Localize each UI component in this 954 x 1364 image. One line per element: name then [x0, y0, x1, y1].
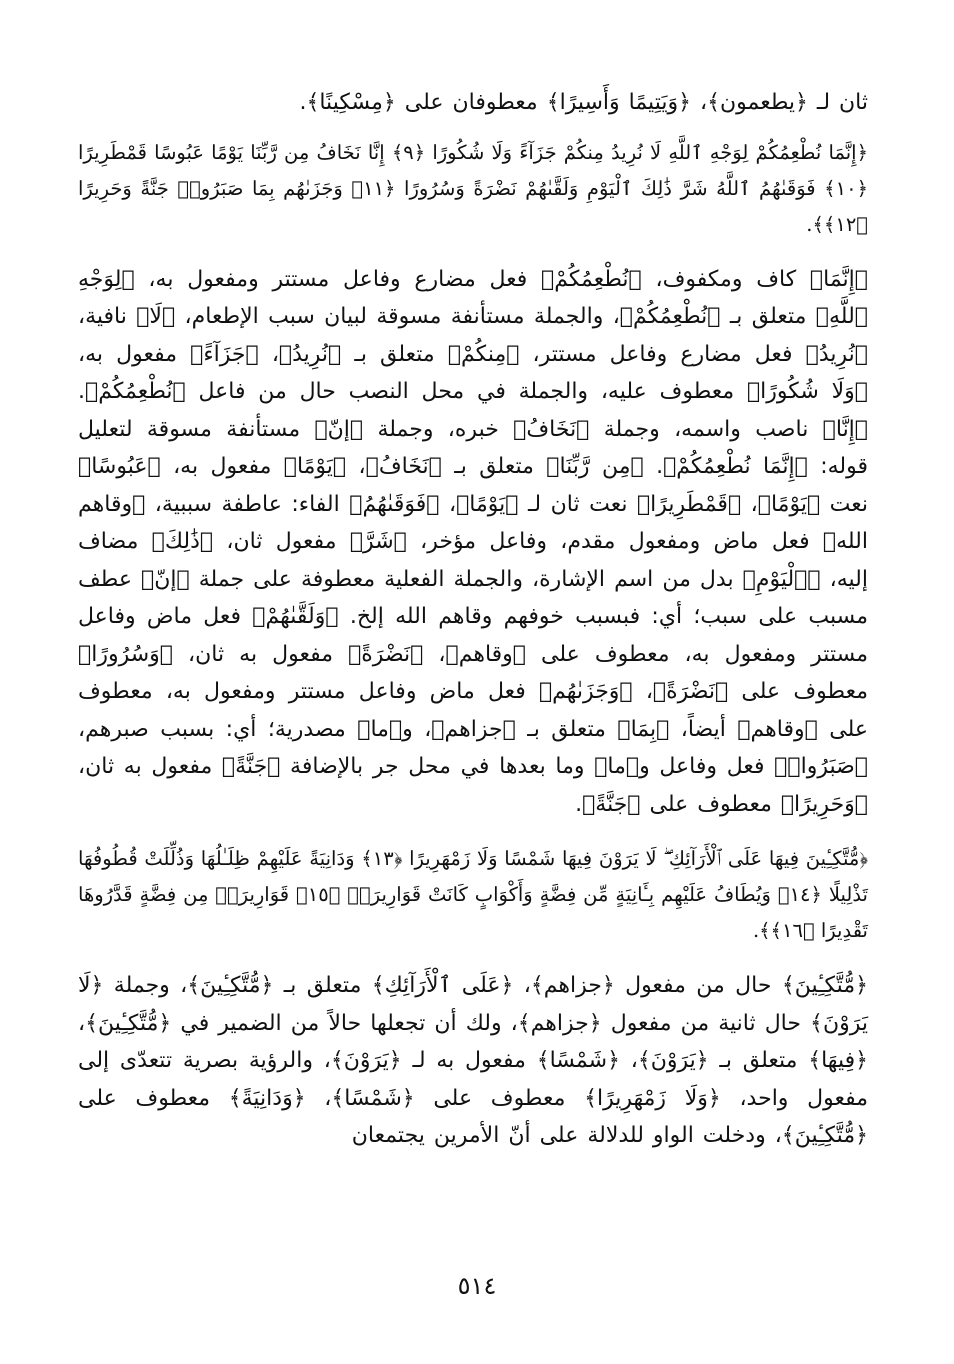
quran-verse-block-9-12: ﴿إِنَّمَا نُطْعِمُكُمْ لِوَجْهِ ٱللَّهِ لَا نُرِيدُ مِنكُمْ جَزَآءً وَلَا شُكُورًا ﴿٩﴾ إِنَّا نَخَافُ مِن رَّبِّنَا يَوْمًا عَبُوسًا قَمْطَرِيرًا ﴿١٠﴾ فَوَقَىٰهُمُ ٱللَّهُ شَرَّ ذَٰلِكَ ٱلْيَوْمِ وَلَقَّىٰهُمْ نَضْرَةً وَسُرُورًا ﴿١١﴾ وَجَزَىٰهُم بِمَا صَبَرُوا۟ جَنَّةً وَحَرِيرًا ﴿١٢﴾﴾. — [78, 140, 868, 236]
page-number: ٥١٤ — [457, 1272, 497, 1300]
spacer — [78, 122, 868, 135]
document-page — [78, 78, 868, 1308]
spacer — [78, 243, 868, 261]
grammatical-commentary-block-2: ﴿مُّتَّكِـِٔينَ﴾ حال من مفعول ﴿جزاهم﴾، ﴿عَلَى ٱلْأَرَآئِكِ﴾ متعلق بـ ﴿مُّتَّكِـِٔينَ﴾، وجملة ﴿لَا يَرَوْنَ﴾ حال ثانية من مفعول ﴿جزاهم﴾، ولك أن تجعلها حالاً من الضمير في ﴿مُّتَّكِـِٔينَ﴾، ﴿فِيهَا﴾ متعلق بـ ﴿يَرَوْنَ﴾، ﴿شَمْسًا﴾ مفعول به لـ ﴿يَرَوْنَ﴾، والرؤية بصرية تتعدّى إلى مفعول واحد، ﴿وَلَا زَمْهَرِيرًا﴾ معطوف على ﴿شَمْسًا﴾، ﴿وَدَانِيَةً﴾ معطوف على ﴿مُّتَّكِـِٔينَ﴾، ودخلت الواو للدلالة على أنّ الأمرين يجتمعان — [78, 973, 868, 1148]
grammatical-commentary-block-1: ﴿إِنَّمَا﴾ كاف ومكفوف، ﴿نُطْعِمُكُمْ﴾ فعل مضارع وفاعل مستتر ومفعول به، ﴿لِوَجْهِ ٱللَّهِ﴾ متعلق بـ ﴿نُطْعِمُكُمْ﴾، والجملة مستأنفة مسوقة لبيان سبب الإطعام، ﴿لَا﴾ نافية، ﴿نُرِيدُ﴾ فعل مضارع وفاعل مستتر، ﴿مِنكُمْ﴾ متعلق بـ ﴿نُرِيدُ﴾، ﴿جَزَآءً﴾ مفعول به، ﴿وَلَا شُكُورًا﴾ معطوف عليه، والجملة في محل النصب حال من فاعل ﴿نُطْعِمُكُمْ﴾. ﴿إِنَّا﴾ ناصب واسمه، وجملة ﴿نَخَافُ﴾ خبره، وجملة ﴿إنّ﴾ مستأنفة مسوقة لتعليل قوله: ﴿إِنَّمَا نُطْعِمُكُمْ﴾. ﴿مِن رَّبِّنَا﴾ متعلق بـ ﴿نَخَافُ﴾، ﴿يَوْمًا﴾ مفعول به، ﴿عَبُوسًا﴾ نعت ﴿يَوْمًا﴾، ﴿قَمْطَرِيرًا﴾ نعت ثان لـ ﴿يَوْمًا﴾، ﴿فَوَقَىٰهُمُ﴾ الفاء: عاطفة سببية، ﴿وقاهم الله﴾ فعل ماض ومفعول مقدم، وفاعل مؤخر، ﴿شَرَّ﴾ مفعول ثان، ﴿ذَٰلِكَ﴾ مضاف إليه، ﴿ٱلْيَوْمِ﴾ بدل من اسم الإشارة، والجملة الفعلية معطوفة على جملة ﴿إنّ﴾ عطف مسبب على سبب؛ أي: فبسبب خوفهم وقاهم الله إلخ. ﴿وَلَقَّىٰهُمْ﴾ فعل ماض وفاعل مستتر ومفعول به، معطوف على ﴿وقاهم﴾، ﴿نَضْرَةً﴾ مفعول به ثان، ﴿وَسُرُورًا﴾ معطوف على ﴿نَضْرَةً﴾، ﴿وَجَزَىٰهُم﴾ فعل ماض وفاعل مستتر ومفعول به، معطوف على ﴿وقاهم﴾ أيضاً، ﴿بِمَا﴾ متعلق بـ ﴿جزاهم﴾، و﴿ما﴾ مصدرية؛ أي: بسبب صبرهم، ﴿صَبَرُوا۟﴾ فعل وفاعل و﴿ما﴾ وما بعدها في محل جر بالإضافة ﴿جَنَّةً﴾ مفعول به ثان، ﴿وَحَرِيرًا﴾ معطوف على ﴿جَنَّةً﴾. — [78, 266, 868, 817]
spacer — [78, 949, 868, 967]
intro-line: ثان لـ ﴿يطعمون﴾، ﴿وَيَتِيمًا وَأَسِيرًا﴾ معطوفان على ﴿مِسْكِينًا﴾. — [299, 90, 868, 115]
quran-verse-block-13-16: ﴿مُّتَّكِـِٔينَ فِيهَا عَلَى ٱلْأَرَآئِكِ ۖ لَا يَرَوْنَ فِيهَا شَمْسًا وَلَا زَمْهَرِيرًا ﴿١٣﴾ وَدَانِيَةً عَلَيْهِمْ ظِلَـٰلُهَا وَذُلِّلَتْ قُطُوفُهَا تَذْلِيلًا ﴿١٤﴾ وَيُطَافُ عَلَيْهِم بِـَٔانِيَةٍ مِّن فِضَّةٍ وَأَكْوَابٍ كَانَتْ قَوَارِيرَا۠ ﴿١٥﴾ قَوَارِيرَا۟ مِن فِضَّةٍ قَدَّرُوهَا تَقْدِيرًا ﴿١٦﴾﴾. — [78, 847, 868, 942]
spacer — [78, 823, 868, 841]
